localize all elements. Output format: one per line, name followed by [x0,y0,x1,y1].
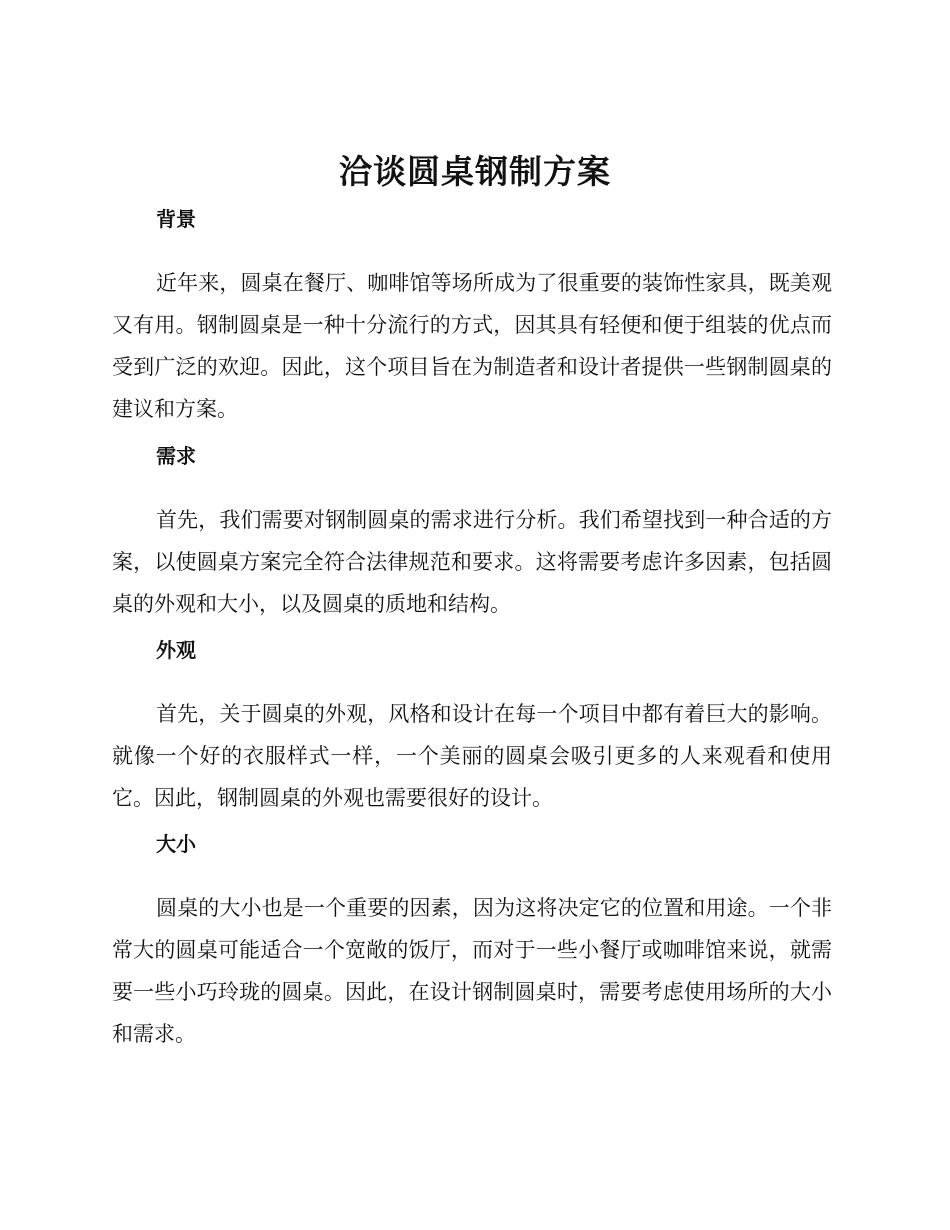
section-size [112,829,832,1055]
section-paragraph: 首先，我们需要对钢制圆桌的需求进行分析。我们希望找到一种合适的方案，以使圆桌方案完全符合法律规范和要求。这将需要考虑许多因素，包括圆桌的外观和大小，以及圆桌的质地和结构。 [112,508,832,616]
section-appearance [112,635,832,819]
section-paragraph: 近年来，圆桌在餐厅、咖啡馆等场所成为了很重要的装饰性家具，既美观又有用。钢制圆桌是一种十分流行的方式，因其具有轻便和便于组装的优点而受到广泛的欢迎。因此，这个项目旨在为制造者和设计者提供一些钢制圆桌的建议和方案。 [112,271,832,421]
section-heading: 大小 [156,832,196,856]
section-paragraph: 圆桌的大小也是一个重要的因素，因为这将决定它的位置和用途。一个非常大的圆桌可能适合一个宽敞的饭厅，而对于一些小餐厅或咖啡馆来说，就需要一些小巧玲珑的圆桌。因此，在设计钢制圆桌时，需要考虑使用场所的大小和需求。 [112,896,832,1046]
section-paragraph: 首先，关于圆桌的外观，风格和设计在每一个项目中都有着巨大的影响。就像一个好的衣服样式一样，一个美丽的圆桌会吸引更多的人来观看和使用它。因此，钢制圆桌的外观也需要很好的设计。 [112,702,832,810]
section-requirements [112,441,832,625]
section-background [112,204,832,430]
section-heading: 背景 [156,207,196,231]
section-heading: 需求 [156,444,196,468]
section-heading: 外观 [156,638,196,662]
document-title: 洽谈圆桌钢制方案 [339,152,611,191]
